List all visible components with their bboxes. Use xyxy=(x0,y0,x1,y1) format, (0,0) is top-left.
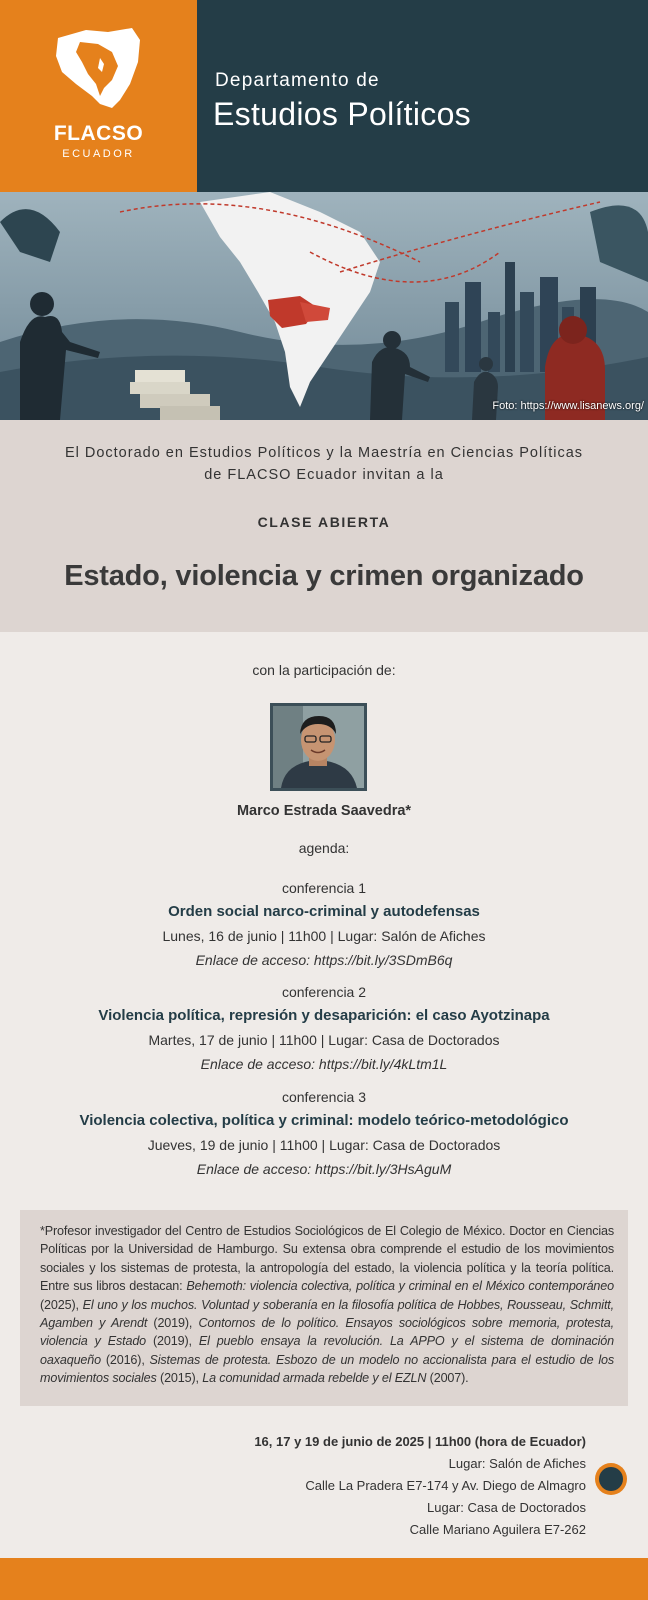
department-name: Estudios Políticos xyxy=(213,96,471,132)
invitation-line-1: El Doctorado en Estudios Políticos y la Maestría en Ciencias Políticas xyxy=(64,445,584,461)
decorative-circle-icon xyxy=(595,1463,627,1495)
header xyxy=(0,0,648,192)
hero-illustration xyxy=(0,192,648,420)
venue-1: Lugar: Salón de Afiches xyxy=(448,1456,586,1471)
conference-label: conferencia 2 xyxy=(281,984,367,1000)
logo-name: FLACSO xyxy=(53,122,144,145)
decorative-circle-inner xyxy=(599,1467,623,1491)
south-america-map-icon xyxy=(0,0,197,192)
bio-text: (2019), xyxy=(147,1316,199,1331)
conference-title: Violencia política, represión y desaparición: el caso Ayotzinapa xyxy=(98,1007,550,1024)
department-label: Departamento de xyxy=(215,70,380,91)
event-title: Estado, violencia y crimen organizado xyxy=(64,560,584,592)
conference-details: Jueves, 19 de junio | 11h00 | Lugar: Casa de Doctorados xyxy=(147,1137,501,1153)
address-1: Calle La Pradera E7-174 y Av. Diego de Almagro xyxy=(305,1478,586,1493)
crime-map-illustration xyxy=(0,192,648,420)
book-title: El uno y los muchos. Voluntad y soberanía en la filosofía política de Hobbes, Rousseau, Schmitt, Agamben y Arendt xyxy=(40,1297,614,1331)
conference-access-link[interactable]: Enlace de acceso: https://bit.ly/3SDmB6q xyxy=(195,952,453,968)
speaker-bio xyxy=(20,1210,628,1406)
conference-label: conferencia 3 xyxy=(281,1089,367,1105)
flacso-logo[interactable] xyxy=(0,0,197,192)
conference-access-link[interactable]: Enlace de acceso: https://bit.ly/4kLtm1L xyxy=(200,1056,448,1072)
invitation-text xyxy=(30,442,618,486)
speaker-portrait-icon xyxy=(273,706,364,788)
conference-3 xyxy=(0,1085,648,1181)
event-dates: 16, 17 y 19 de junio de 2025 | 11h00 (hora de Ecuador) xyxy=(254,1434,586,1449)
conference-access-link[interactable]: Enlace de acceso: https://bit.ly/3HsAguM xyxy=(196,1161,452,1177)
book-title: La comunidad armada rebelde y el EZLN xyxy=(202,1371,427,1386)
department-title-block xyxy=(197,0,648,192)
conference-details: Lunes, 16 de junio | 11h00 | Lugar: Salón de Afiches xyxy=(162,928,486,944)
conference-label: conferencia 1 xyxy=(281,880,367,896)
conference-1 xyxy=(0,876,648,972)
conference-details: Martes, 17 de junio | 11h00 | Lugar: Casa de Doctorados xyxy=(148,1032,500,1048)
book-title: Contornos de lo político. Ensayos sociológicos sobre memoria, protesta, violencia y Estado xyxy=(40,1316,614,1349)
speaker-photo xyxy=(270,703,367,791)
venue-2: Lugar: Casa de Doctorados xyxy=(427,1500,586,1515)
book-title: Sistemas de protesta. Esbozo de un modelo no accionalista para el estudio de los movimientos sociales xyxy=(40,1352,614,1386)
bio-text: *Profesor investigador del Centro de Estudios Sociológicos de El Colegio de México. Doctor en Ciencias Políticas por la Universidad de Hamburgo. Su extensa obra comprende el estudio de los movimientos sociales y los sistemas de protesta, la antropología del estado, la violencia política y la teoría política. Entre sus libros destacan: xyxy=(40,1224,614,1294)
conference-title: Orden social narco-criminal y autodefensas xyxy=(168,903,480,920)
intro-section xyxy=(0,420,648,632)
bio-text: (2019), xyxy=(146,1334,199,1349)
conference-title: Violencia colectiva, política y criminal: modelo teórico-metodológico xyxy=(79,1112,569,1129)
photo-credit: Foto: https://www.lisanews.org/ xyxy=(492,400,644,412)
event-type-label: CLASE ABIERTA xyxy=(257,514,391,530)
conference-2 xyxy=(0,980,648,1076)
bio-text: (2015), xyxy=(156,1371,203,1386)
book-title: Behemoth: violencia colectiva, política y criminal en el México contemporáneo xyxy=(186,1279,614,1294)
bio-text: (2016), xyxy=(100,1352,150,1367)
agenda-label: agenda: xyxy=(298,840,350,856)
bio-text: (2007). xyxy=(426,1371,469,1386)
logo-subtitle: ECUADOR xyxy=(62,148,135,160)
bio-text: (2025), xyxy=(40,1297,83,1312)
event-location-info xyxy=(254,1431,586,1541)
speaker-name: Marco Estrada Saavedra* xyxy=(236,803,412,819)
footer-bar xyxy=(0,1558,648,1600)
participation-label: con la participación de: xyxy=(252,662,396,678)
book-title: El pueblo ensaya la revolución. La APPO y el sistema de dominación oaxaqueño xyxy=(40,1334,614,1367)
invitation-line-2: de FLACSO Ecuador invitan a la xyxy=(204,467,444,483)
address-2: Calle Mariano Aguilera E7-262 xyxy=(409,1522,586,1537)
